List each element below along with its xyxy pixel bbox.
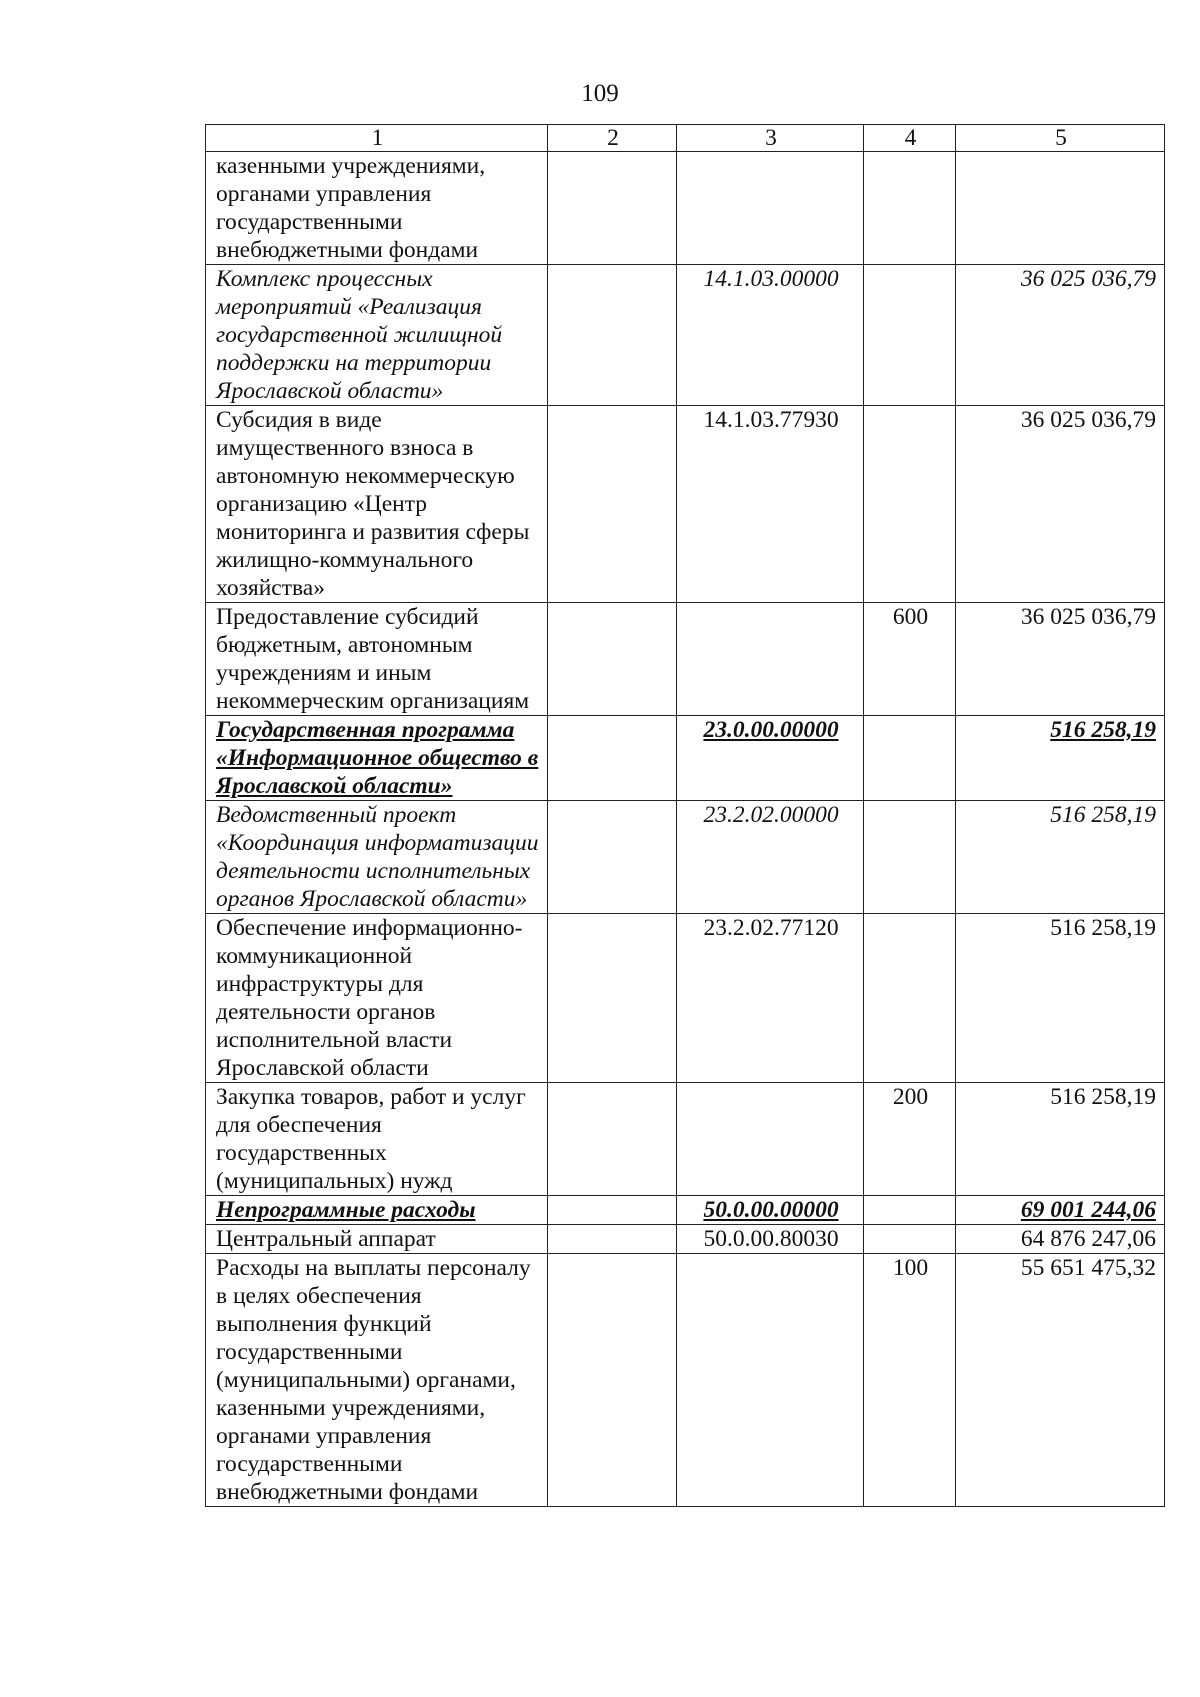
header-cell-2: 2 [548,125,677,152]
amount-cell: 516 258,19 [956,801,1165,914]
name-cell [206,716,548,801]
table-row [206,1225,1165,1254]
expense-type-cell [864,716,956,801]
target-code-cell [677,152,864,265]
target-code-cell: 23.2.02.77120 [677,914,864,1083]
table-row [206,603,1165,716]
name-cell: Закупка товаров, работ и услуг для обеспечения государственных (муниципальных) нужд [206,1083,548,1196]
name-cell: Комплекс процессных мероприятий «Реализация государственной жилищной поддержки на территории Ярославской области» [206,265,548,406]
header-row [206,125,1165,152]
table-row [206,152,1165,265]
expense-type-cell [864,265,956,406]
name-cell: Субсидия в виде имущественного взноса в автономную некоммерческую организацию «Центр мониторинга и развития сферы жилищно-коммунального хозяйства» [206,406,548,603]
name-cell: Ведомственный проект «Координация информатизации деятельности исполнительных органов Ярославской области» [206,801,548,914]
amount-cell: 516 258,19 [956,914,1165,1083]
expense-type-cell [864,1225,956,1254]
amount-cell [956,152,1165,265]
column-2-cell [548,603,677,716]
name-text: Непрограммные расходы [216,1197,476,1223]
table-row [206,265,1165,406]
table-row [206,801,1165,914]
target-code-cell: 14.1.03.77930 [677,406,864,603]
amount-cell: 55 651 475,32 [956,1254,1165,1507]
table-row [206,914,1165,1083]
amount-cell: 64 876 247,06 [956,1225,1165,1254]
expense-type-cell [864,801,956,914]
column-2-cell [548,265,677,406]
target-code-cell [677,1254,864,1507]
name-text: Государственная программа «Информационное общество в Ярославской области» [216,717,539,799]
column-2-cell [548,406,677,603]
page-number: 109 [581,80,619,107]
expense-type-cell: 600 [864,603,956,716]
column-2-cell [548,152,677,265]
expense-type-cell [864,1196,956,1225]
header-cell-1: 1 [206,125,548,152]
expense-type-cell [864,914,956,1083]
table-row [206,1196,1165,1225]
target-code-cell: 23.0.00.00000 [677,716,864,801]
budget-table [205,124,1165,1507]
header-cell-4: 4 [864,125,956,152]
column-2-cell [548,1254,677,1507]
table-body [206,152,1165,1507]
amount-cell: 36 025 036,79 [956,265,1165,406]
target-code-cell [677,603,864,716]
target-code-cell: 23.2.02.00000 [677,801,864,914]
column-2-cell [548,914,677,1083]
expense-type-cell [864,406,956,603]
amount-cell: 36 025 036,79 [956,603,1165,716]
target-code-cell: 50.0.00.80030 [677,1225,864,1254]
header-cell-3: 3 [677,125,864,152]
name-cell: Обеспечение информационно-коммуникационной инфраструктуры для деятельности органов исполнительной власти Ярославской области [206,914,548,1083]
expense-type-cell: 200 [864,1083,956,1196]
header-cell-5: 5 [956,125,1165,152]
table-row [206,1083,1165,1196]
name-cell [206,1196,548,1225]
column-2-cell [548,1225,677,1254]
amount-cell: 36 025 036,79 [956,406,1165,603]
column-2-cell [548,716,677,801]
expense-type-cell: 100 [864,1254,956,1507]
table-row [206,406,1165,603]
column-2-cell [548,1083,677,1196]
target-code-cell: 14.1.03.00000 [677,265,864,406]
name-cell: Расходы на выплаты персоналу в целях обеспечения выполнения функций государственными (муниципальными) органами, казенными учреждениями, органами управления государственными внебюджетными фондами [206,1254,548,1507]
name-cell: казенными учреждениями, органами управления государственными внебюджетными фондами [206,152,548,265]
name-cell: Центральный аппарат [206,1225,548,1254]
column-2-cell [548,1196,677,1225]
target-code-cell [677,1083,864,1196]
amount-cell: 69 001 244,06 [956,1196,1165,1225]
table-row [206,716,1165,801]
target-code-cell: 50.0.00.00000 [677,1196,864,1225]
amount-cell: 516 258,19 [956,1083,1165,1196]
table-row [206,1254,1165,1507]
amount-cell: 516 258,19 [956,716,1165,801]
expense-type-cell [864,152,956,265]
column-2-cell [548,801,677,914]
name-cell: Предоставление субсидий бюджетным, автономным учреждениям и иным некоммерческим организациям [206,603,548,716]
